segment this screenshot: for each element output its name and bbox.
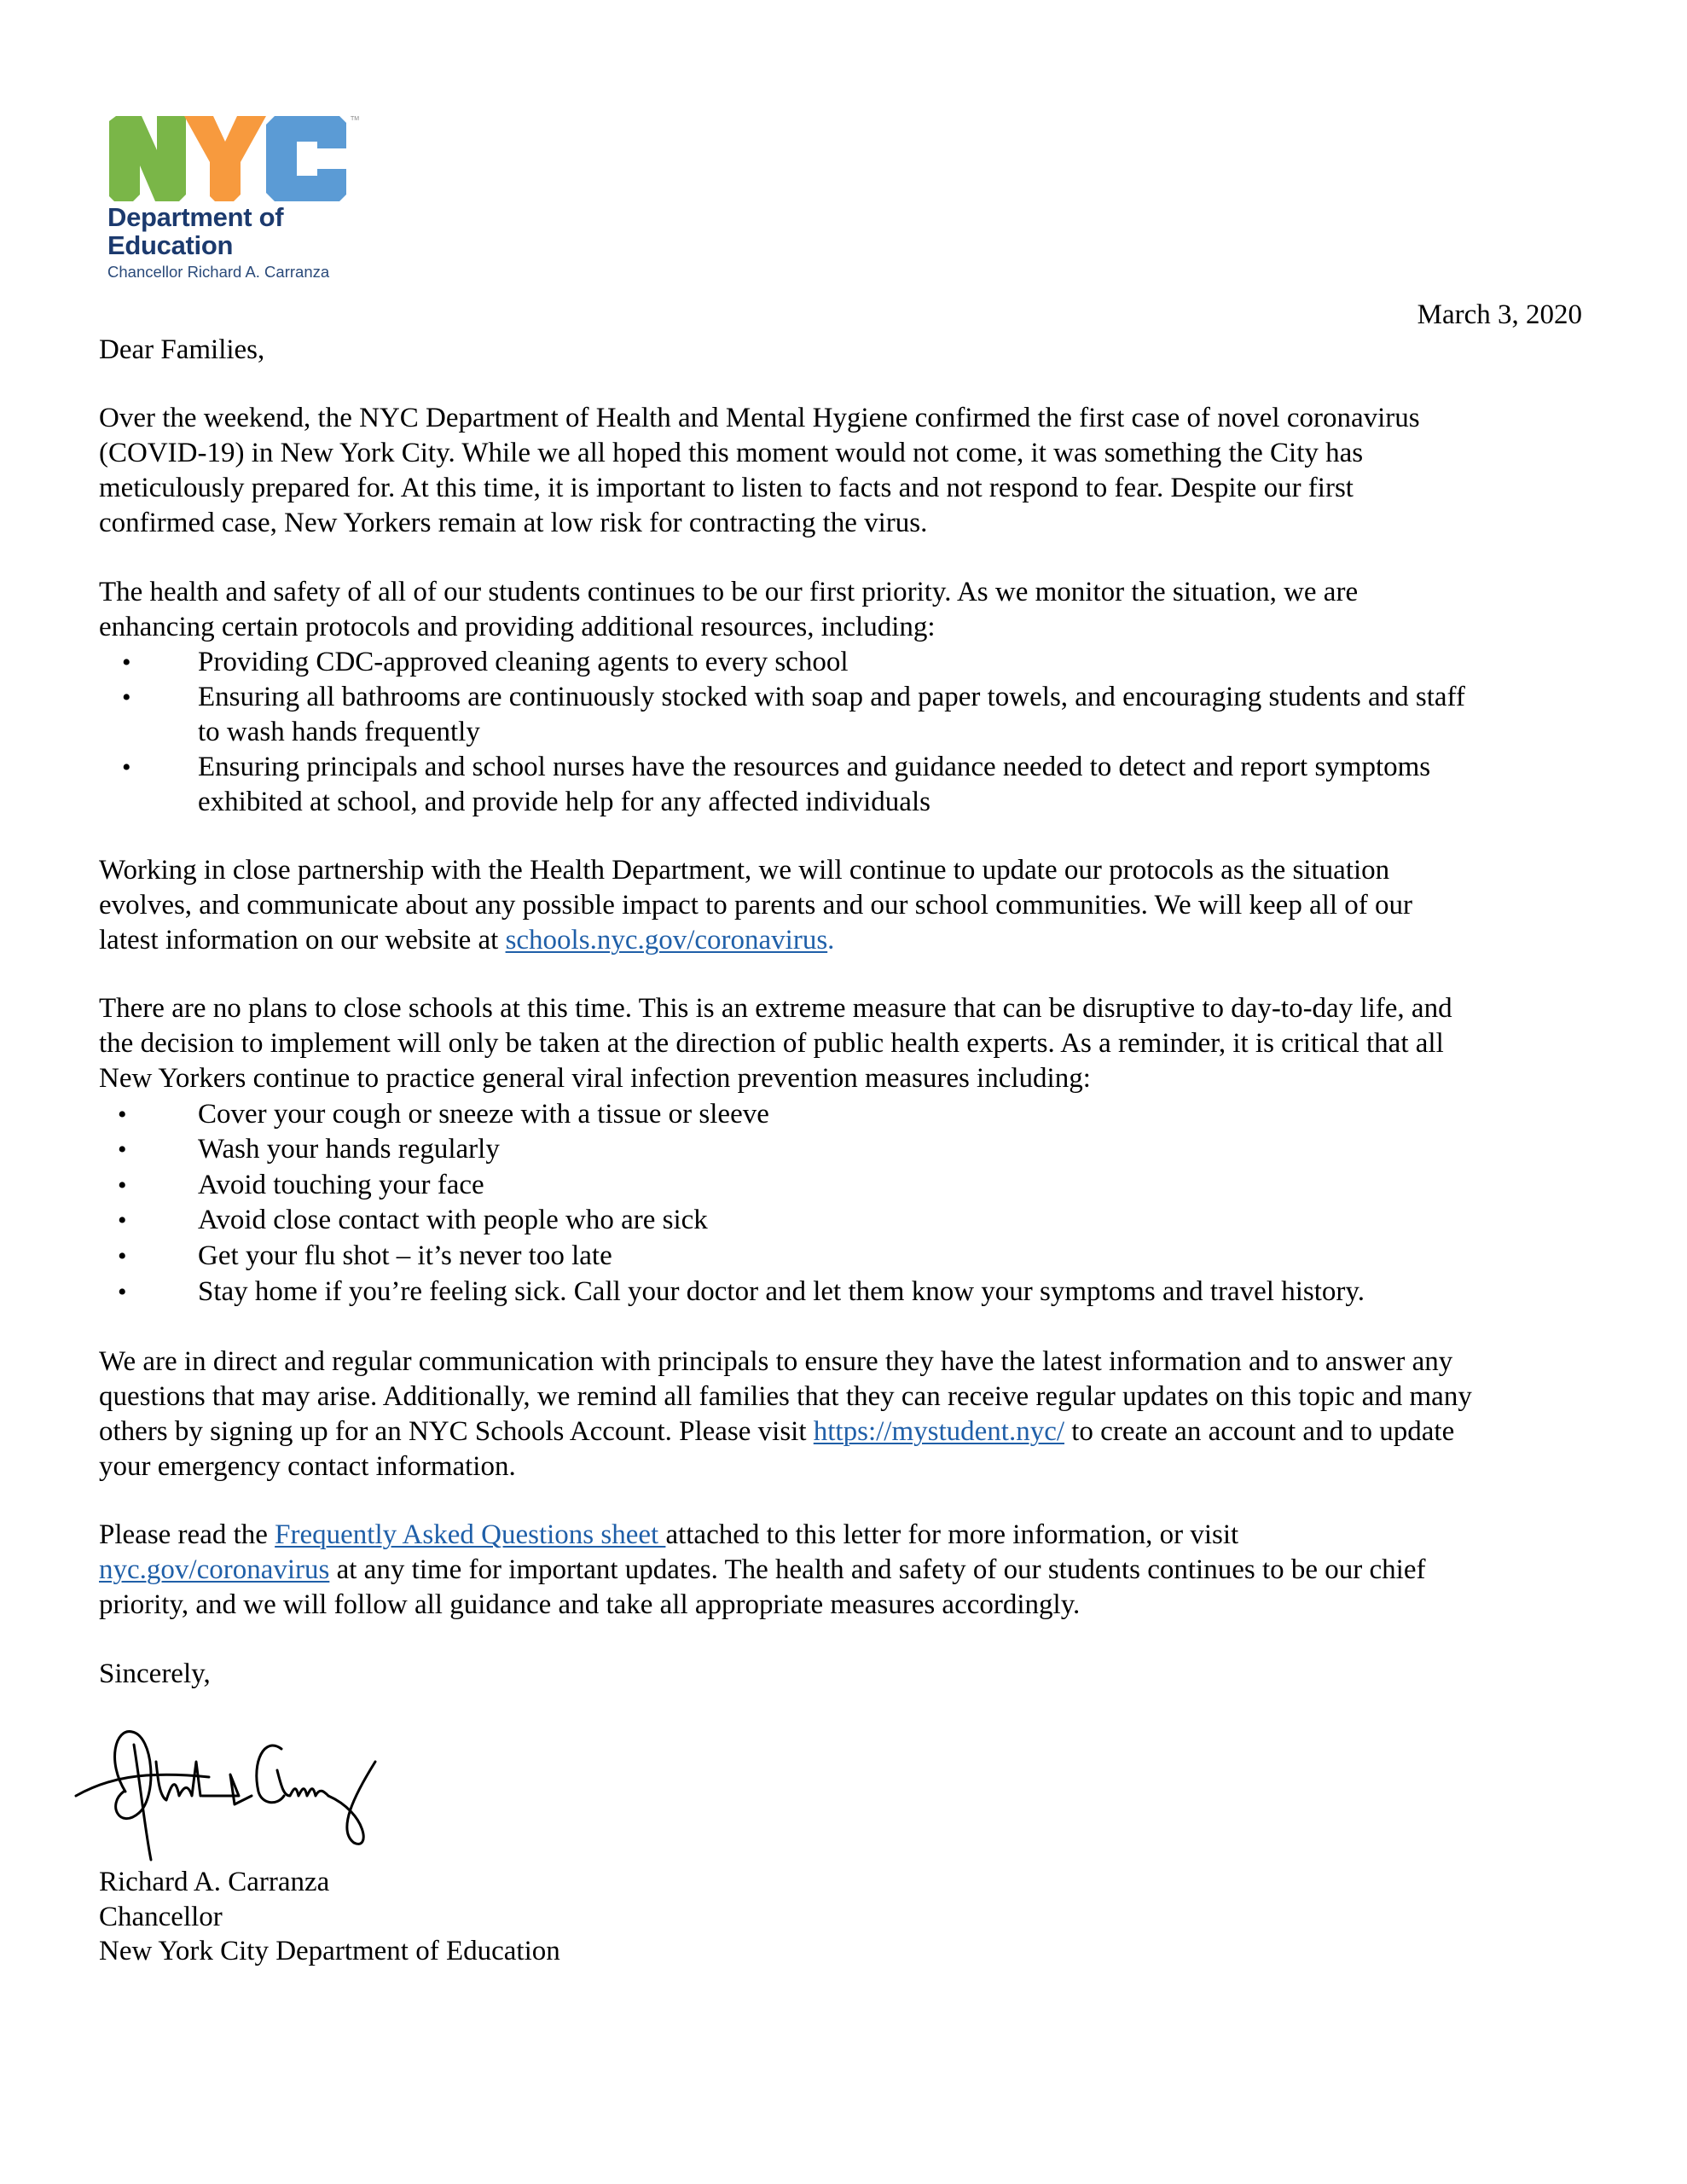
nyc-logo-letters xyxy=(107,116,346,201)
list-item: Get your flu shot – it’s never too late xyxy=(198,1240,612,1271)
bullet-icon: • xyxy=(118,1101,127,1129)
list-item: Avoid close contact with people who are sick xyxy=(198,1205,708,1235)
paragraph-line xyxy=(99,923,834,958)
signature-image xyxy=(72,1711,397,1873)
signer-title: Chancellor xyxy=(99,1902,223,1932)
signer-organization: New York City Department of Education xyxy=(99,1936,560,1966)
list-item: Avoid touching your face xyxy=(198,1170,484,1200)
closing: Sincerely, xyxy=(99,1658,211,1689)
list-item: Providing CDC-approved cleaning agents to every school xyxy=(198,647,849,677)
paragraph-line: evolves, and communicate about any possible impact to parents and our school communities. We will keep all of our xyxy=(99,890,1413,921)
list-item: Ensuring all bathrooms are continuously stocked with soap and paper towels, and encouraging students and staff xyxy=(198,682,1465,712)
bullet-icon: • xyxy=(122,753,131,781)
list-item: Cover your cough or sneeze with a tissue or sleeve xyxy=(198,1099,769,1130)
logo-letter-c xyxy=(266,116,346,201)
nyc-doe-logo xyxy=(107,116,363,287)
paragraph-line: We are in direct and regular communication with principals to ensure they have the latest information and to answer any xyxy=(99,1346,1453,1377)
list-item: Ensuring principals and school nurses have the resources and guidance needed to detect and report symptoms xyxy=(198,752,1431,782)
paragraph-line: There are no plans to close schools at this time. This is an extreme measure that can be disruptive to day-to-day life, and xyxy=(99,993,1452,1024)
nyc-coronavirus-link[interactable]: nyc.gov/coronavirus xyxy=(99,1554,330,1585)
paragraph-line: (COVID-19) in New York City. While we all hoped this moment would not come, it was something the City has xyxy=(99,438,1364,468)
paragraph-text: latest information on our website at xyxy=(99,925,506,956)
logo-line-2: Education xyxy=(107,230,234,260)
paragraph-text: attached to this letter for more information, or visit xyxy=(665,1519,1239,1550)
mystudent-link[interactable]: https://mystudent.nyc/ xyxy=(813,1416,1065,1447)
list-item: Wash your hands regularly xyxy=(198,1134,500,1165)
paragraph-line: questions that may arise. Additionally, we remind all families that they can receive regular updates on this topic and many xyxy=(99,1381,1472,1412)
paragraph-line: enhancing certain protocols and providing additional resources, including: xyxy=(99,612,936,642)
list-item-continuation: to wash hands frequently xyxy=(198,717,480,747)
signer-name: Richard A. Carranza xyxy=(99,1867,330,1897)
schools-coronavirus-link[interactable]: schools.nyc.gov/coronavirus xyxy=(505,925,828,956)
list-item-continuation: exhibited at school, and provide help for any affected individuals xyxy=(198,787,930,817)
paragraph-line xyxy=(99,1414,1454,1449)
paragraph-line: the decision to implement will only be taken at the direction of public health experts. As a reminder, it is critical that all xyxy=(99,1028,1444,1059)
logo-letter-y xyxy=(184,116,266,201)
paragraph-line: priority, and we will follow all guidance and take all appropriate measures accordingly. xyxy=(99,1589,1081,1620)
paragraph-line xyxy=(99,1518,1238,1553)
period: . xyxy=(827,925,835,956)
logo-line-1: Department of xyxy=(107,202,284,232)
salutation: Dear Families, xyxy=(99,334,265,365)
paragraph-line: confirmed case, New Yorkers remain at low risk for contracting the virus. xyxy=(99,508,928,538)
paragraph-text: others by signing up for an NYC Schools Account. Please visit xyxy=(99,1416,814,1447)
logo-chancellor-line: Chancellor Richard A. Carranza xyxy=(107,263,330,281)
bullet-icon: • xyxy=(122,648,131,677)
bullet-icon: • xyxy=(122,683,131,712)
bullet-icon: • xyxy=(118,1171,127,1199)
logo-department-text xyxy=(107,203,283,259)
faq-sheet-link[interactable]: Frequently Asked Questions sheet xyxy=(275,1519,666,1550)
paragraph-text: Please read the xyxy=(99,1519,275,1550)
list-item: Stay home if you’re feeling sick. Call your doctor and let them know your symptoms and travel history. xyxy=(198,1276,1365,1307)
paragraph-text: at any time for important updates. The health and safety of our students continues to be our chief xyxy=(329,1554,1426,1585)
bullet-icon: • xyxy=(118,1278,127,1306)
logo-letter-n xyxy=(109,116,186,201)
paragraph-line: The health and safety of all of our students continues to be our first priority. As we monitor the situation, we are xyxy=(99,577,1359,607)
paragraph-line: Over the weekend, the NYC Department of Health and Mental Hygiene confirmed the first case of novel coronavirus xyxy=(99,403,1420,433)
paragraph-line: New Yorkers continue to practice general viral infection prevention measures including: xyxy=(99,1063,1091,1094)
paragraph-line xyxy=(99,1553,1425,1588)
paragraph-line: your emergency contact information. xyxy=(99,1451,516,1482)
bullet-icon: • xyxy=(118,1206,127,1234)
trademark-mark: TM xyxy=(351,116,360,122)
paragraph-text: to create an account and to update xyxy=(1064,1416,1455,1447)
paragraph-line: meticulously prepared for. At this time, it is important to listen to facts and not respond to fear. Despite our first xyxy=(99,473,1354,503)
letter-date: March 3, 2020 xyxy=(1417,299,1582,330)
bullet-icon: • xyxy=(118,1136,127,1164)
paragraph-line: Working in close partnership with the Health Department, we will continue to update our protocols as the situation xyxy=(99,855,1390,886)
bullet-icon: • xyxy=(118,1242,127,1270)
